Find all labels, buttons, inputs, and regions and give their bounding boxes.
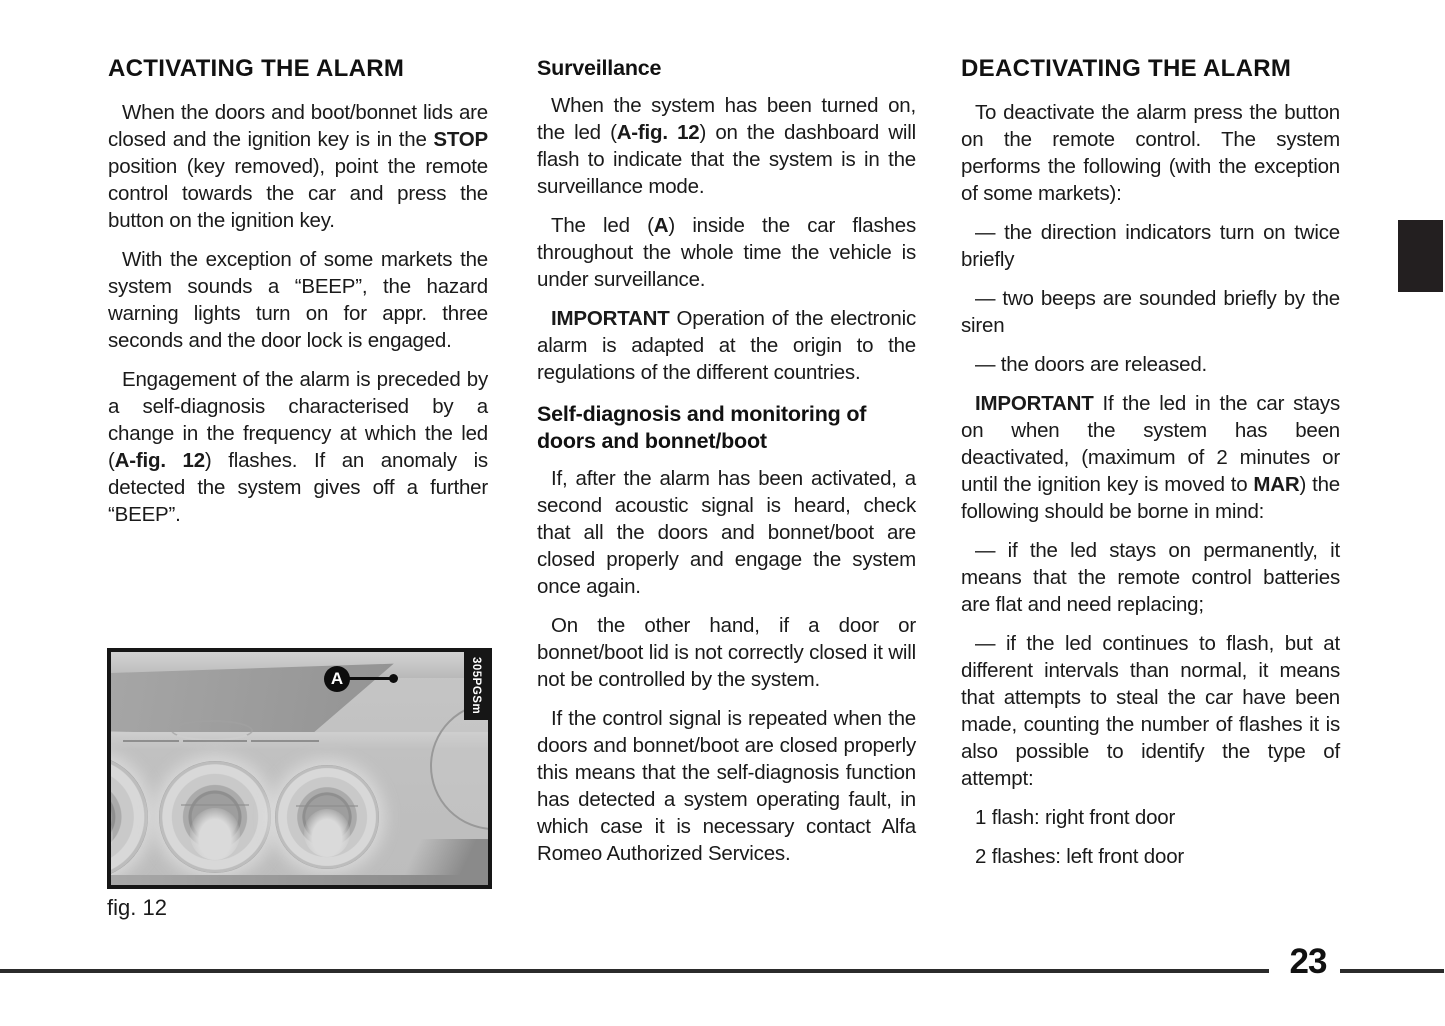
paragraph: [961, 804, 1340, 831]
text-run: On the other hand, if a door or bonnet/boot lid is not correctly closed it will not be controlled by the system.: [537, 614, 916, 691]
paragraph: [961, 99, 1340, 207]
vent-nozzle: [304, 809, 350, 857]
paragraph: [537, 212, 916, 293]
speaker-grille-outline: [430, 702, 492, 830]
text-run: The led (: [551, 214, 654, 237]
paragraph: [108, 366, 488, 528]
text-run: STOP: [433, 128, 488, 151]
dashboard-corner-shade: [348, 839, 488, 885]
vent-flap-edge: [181, 804, 248, 806]
text-run: A: [653, 214, 669, 237]
text-run: — two beeps are sounded briefly by the siren: [961, 287, 1340, 337]
defroster-slot: [183, 740, 247, 742]
paragraph: [961, 285, 1340, 339]
paragraph: [108, 246, 488, 354]
text-run: Engagement of the alarm is preceded by a self-diagnosis characterised by a change in the frequency at which the led (: [108, 368, 488, 472]
figure-caption: fig. 12: [107, 895, 167, 920]
text-run: A-fig. 12: [616, 121, 700, 144]
text-run: DEACTIVATING THE ALARM: [961, 55, 1292, 82]
text-run: 1 flash: right front door: [975, 806, 1176, 829]
defroster-slot: [251, 740, 319, 742]
vent-flap-edge: [296, 805, 358, 807]
dashboard-oval-recess: [171, 720, 253, 741]
text-run: Self-diagnosis and monitoring of doors and bonnet/boot: [537, 402, 867, 453]
air-vent-left-partial: [107, 755, 148, 879]
text-run: — if the led continues to flash, but at different intervals than normal, it means that attempts to steal the car have been made, counting the number of flashes it is also possible to identify the type of attempt:: [961, 632, 1340, 790]
paragraph: [108, 99, 488, 234]
footer-rule-left: [0, 969, 1269, 973]
led-indicator-dot: [389, 674, 398, 683]
column-surveillance: [537, 55, 916, 879]
paragraph: [537, 465, 916, 600]
text-run: ) inside the car flashes throughout the whole time the vehicle is under surveillance.: [537, 214, 916, 291]
dashboard-photo: [107, 648, 492, 889]
section-heading: [108, 55, 488, 83]
air-vent-center: [159, 761, 271, 873]
vent-nozzle: [107, 807, 113, 864]
text-run: — if the led stays on permanently, it means that the remote control batteries are flat and need replacing;: [961, 539, 1340, 616]
photo-code-strip: 305PGSm: [464, 652, 488, 720]
text-run: If, after the alarm has been activated, a second acoustic signal is heard, check that all the doors and bonnet/boot are closed properly and engage the system once again.: [537, 467, 916, 598]
text-run: ) the following should be borne in mind:: [961, 473, 1340, 523]
text-run: ) flashes. If an anomaly is detected the system gives off a further “BEEP”.: [108, 449, 488, 526]
paragraph: [537, 92, 916, 200]
text-run: IMPORTANT: [551, 307, 670, 330]
vent-nozzle: [190, 808, 239, 860]
text-run: ) on the dashboard will flash to indicate that the system is in the surveillance mode.: [537, 121, 916, 198]
text-run: To deactivate the alarm press the button on the remote control. The system performs the following (with the exception of some markets):: [961, 101, 1340, 205]
paragraph: [537, 705, 916, 867]
text-run: If the led in the car stays on when the system has been deactivated, (maximum of 2 minutes or until the ignition key is moved to: [961, 392, 1340, 496]
text-run: When the system has been turned on, the led (: [537, 94, 916, 144]
paragraph: [961, 390, 1340, 525]
paragraph: [961, 630, 1340, 792]
text-run: IMPORTANT: [975, 392, 1094, 415]
paragraph: [961, 219, 1340, 273]
section-heading: [961, 55, 1340, 83]
text-run: MAR: [1253, 473, 1300, 496]
paragraph: [961, 351, 1340, 378]
text-run: 2 flashes: left front door: [975, 845, 1185, 868]
text-run: A-fig. 12: [114, 449, 205, 472]
text-run: When the doors and boot/bonnet lids are closed and the ignition key is in the: [108, 101, 488, 151]
text-run: Operation of the electronic alarm is adapted at the origin to the regulations of the different countries.: [537, 307, 916, 384]
column-activating-the-alarm: [108, 55, 488, 540]
callout-leader-line: [349, 677, 394, 680]
chapter-thumb-tab: [1398, 220, 1443, 292]
text-run: Surveillance: [537, 56, 662, 80]
column-deactivating-the-alarm: [961, 55, 1340, 882]
text-run: With the exception of some markets the system sounds a “BEEP”, the hazard warning lights turn on for appr. three seconds and the door lock is engaged.: [108, 248, 488, 352]
paragraph: [537, 612, 916, 693]
section-heading: [537, 55, 916, 82]
callout-a-badge: A: [324, 666, 350, 692]
paragraph: [961, 843, 1340, 870]
text-run: — the doors are released.: [975, 353, 1208, 376]
defroster-slot: [123, 740, 179, 742]
text-run: ACTIVATING THE ALARM: [108, 55, 405, 82]
page-number: 23: [1289, 942, 1327, 981]
section-heading: [537, 401, 916, 455]
text-run: position (key removed), point the remote control towards the car and press the button on the ignition key.: [108, 155, 488, 232]
figure-12: [107, 648, 492, 889]
text-run: — the direction indicators turn on twice briefly: [961, 221, 1340, 271]
paragraph: [961, 537, 1340, 618]
footer-rule-right: [1340, 969, 1444, 973]
paragraph: [537, 305, 916, 386]
text-run: If the control signal is repeated when the doors and bonnet/boot are closed properly this means that the self-diagnosis function has detected a system operating fault, in which case it is necessary contact Alfa Romeo Authorized Services.: [537, 707, 916, 865]
